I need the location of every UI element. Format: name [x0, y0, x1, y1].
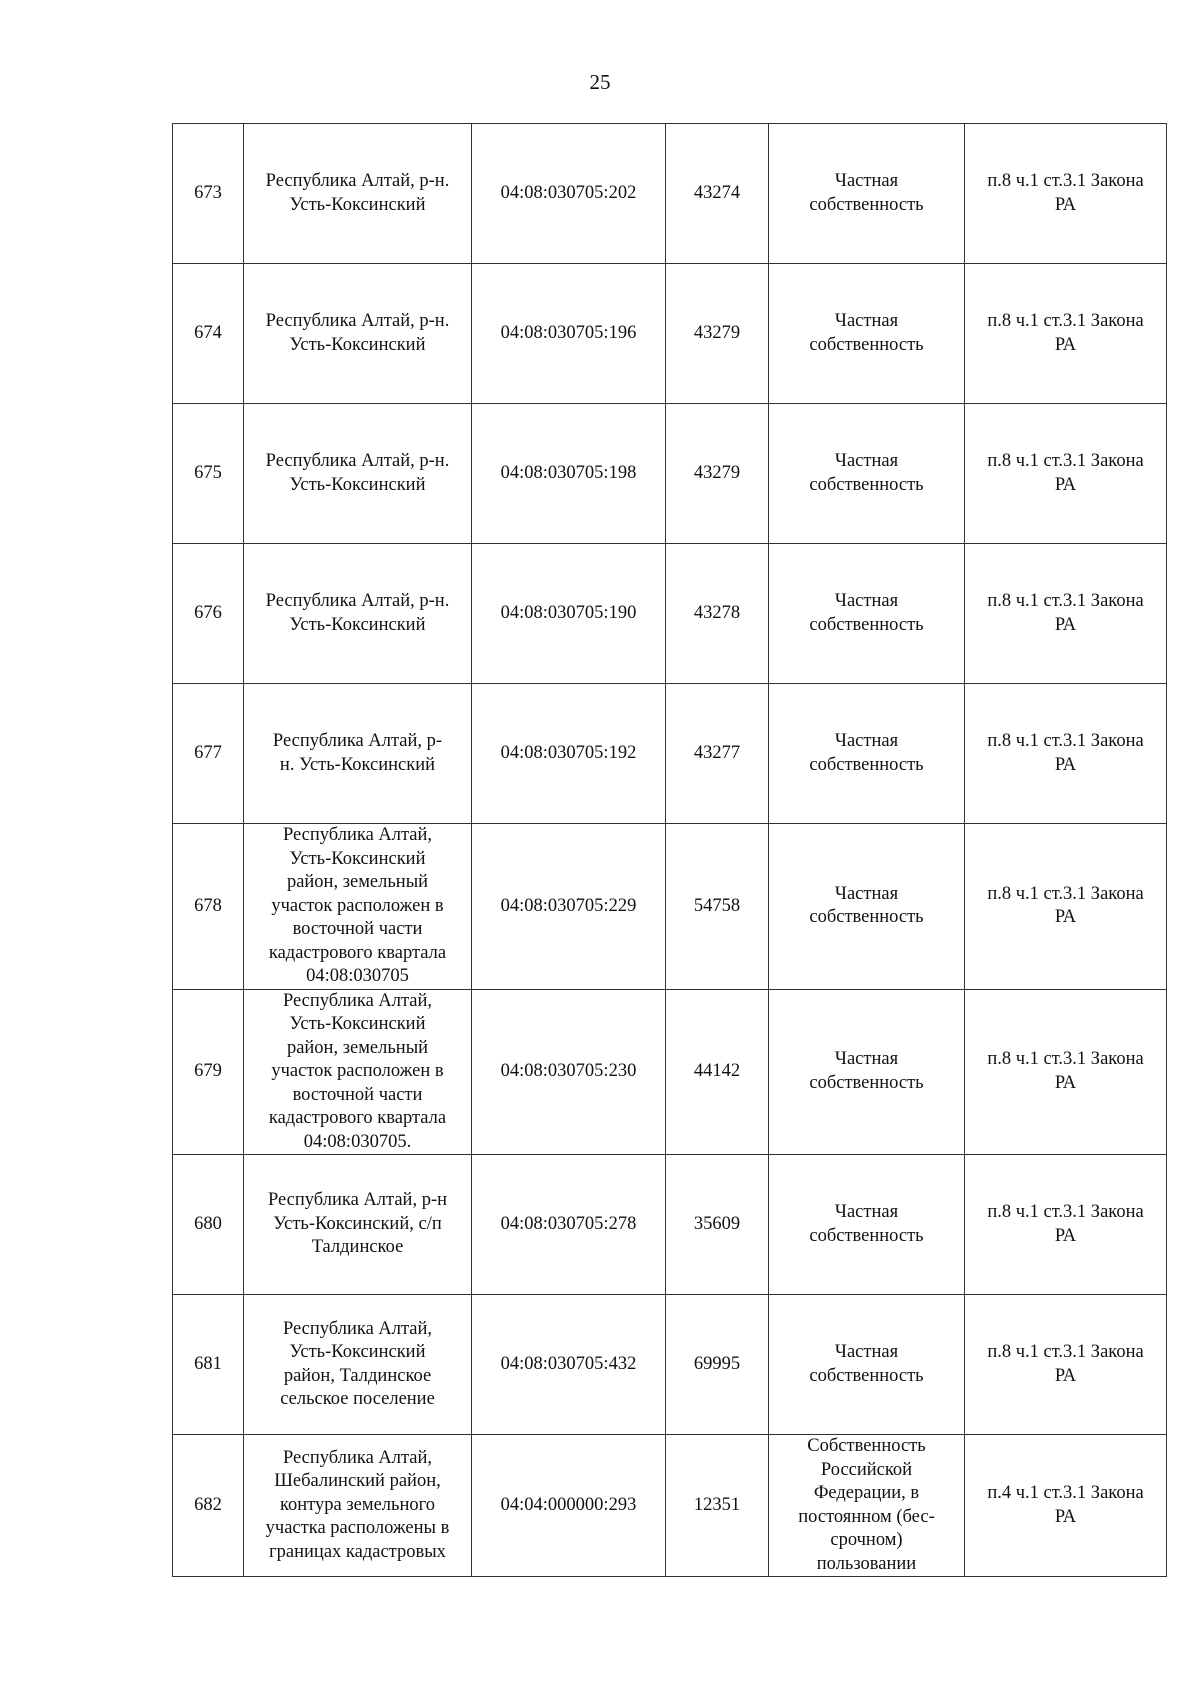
cadastral-number-cell: 04:08:030705:192: [472, 684, 666, 824]
ownership-cell: Частная собственность: [769, 1295, 965, 1435]
ownership-cell: Частная собственность: [769, 1155, 965, 1295]
area-cell: 69995: [666, 1295, 769, 1435]
row-number: 676: [173, 544, 244, 684]
address-cell: Республика Алтай, Шебалинский район, контура земельного участка расположены в границах кадастровых: [244, 1435, 472, 1577]
table-row: [173, 1435, 1167, 1577]
legal-basis-cell: п.8 ч.1 ст.3.1 Закона РА: [965, 404, 1167, 544]
table-row: [173, 264, 1167, 404]
address-cell: Республика Алтай, Усть-Коксинский район, земельный участок расположен в восточной части кадастрового квартала 04:08:030705.: [244, 989, 472, 1155]
ownership-cell: Частная собственность: [769, 404, 965, 544]
legal-basis-cell: п.8 ч.1 ст.3.1 Закона РА: [965, 1295, 1167, 1435]
area-cell: 12351: [666, 1435, 769, 1577]
cadastral-number-cell: 04:08:030705:229: [472, 824, 666, 990]
legal-basis-cell: п.8 ч.1 ст.3.1 Закона РА: [965, 544, 1167, 684]
ownership-cell: Частная собственность: [769, 124, 965, 264]
table-row: [173, 1155, 1167, 1295]
area-cell: 43274: [666, 124, 769, 264]
ownership-cell: Частная собственность: [769, 989, 965, 1155]
legal-basis-cell: п.8 ч.1 ст.3.1 Закона РА: [965, 1155, 1167, 1295]
cadastral-number-cell: 04:08:030705:198: [472, 404, 666, 544]
address-cell: Республика Алтай, р- н. Усть-Коксинский: [244, 684, 472, 824]
land-registry-table: [172, 123, 1167, 1577]
address-cell: Республика Алтай, р-н. Усть-Коксинский: [244, 404, 472, 544]
area-cell: 44142: [666, 989, 769, 1155]
address-cell: Республика Алтай, р-н. Усть-Коксинский: [244, 544, 472, 684]
table-row: [173, 1295, 1167, 1435]
cadastral-number-cell: 04:08:030705:196: [472, 264, 666, 404]
table-row: [173, 544, 1167, 684]
ownership-cell: Частная собственность: [769, 544, 965, 684]
row-number: 679: [173, 989, 244, 1155]
table-row: [173, 124, 1167, 264]
address-cell: Республика Алтай, р-н. Усть-Коксинский: [244, 264, 472, 404]
address-cell: Республика Алтай, Усть-Коксинский район, Талдинское сельское поселение: [244, 1295, 472, 1435]
table-row: [173, 989, 1167, 1155]
ownership-cell: Частная собственность: [769, 824, 965, 990]
cadastral-number-cell: 04:08:030705:432: [472, 1295, 666, 1435]
legal-basis-cell: п.8 ч.1 ст.3.1 Закона РА: [965, 684, 1167, 824]
ownership-cell: Собственность Российской Федерации, в постоянном (бес- срочном) пользовании: [769, 1435, 965, 1577]
row-number: 678: [173, 824, 244, 990]
legal-basis-cell: п.8 ч.1 ст.3.1 Закона РА: [965, 824, 1167, 990]
area-cell: 35609: [666, 1155, 769, 1295]
legal-basis-cell: п.8 ч.1 ст.3.1 Закона РА: [965, 124, 1167, 264]
table-row: [173, 824, 1167, 990]
ownership-cell: Частная собственность: [769, 684, 965, 824]
cadastral-number-cell: 04:08:030705:230: [472, 989, 666, 1155]
address-cell: Республика Алтай, Усть-Коксинский район, земельный участок расположен в восточной части кадастрового квартала 04:08:030705: [244, 824, 472, 990]
area-cell: 43278: [666, 544, 769, 684]
area-cell: 43277: [666, 684, 769, 824]
area-cell: 43279: [666, 404, 769, 544]
legal-basis-cell: п.4 ч.1 ст.3.1 Закона РА: [965, 1435, 1167, 1577]
row-number: 680: [173, 1155, 244, 1295]
row-number: 681: [173, 1295, 244, 1435]
cadastral-number-cell: 04:08:030705:202: [472, 124, 666, 264]
area-cell: 54758: [666, 824, 769, 990]
cadastral-number-cell: 04:08:030705:278: [472, 1155, 666, 1295]
row-number: 682: [173, 1435, 244, 1577]
row-number: 673: [173, 124, 244, 264]
cadastral-number-cell: 04:04:000000:293: [472, 1435, 666, 1577]
ownership-cell: Частная собственность: [769, 264, 965, 404]
page-number: 25: [589, 70, 611, 94]
address-cell: Республика Алтай, р-н. Усть-Коксинский: [244, 124, 472, 264]
legal-basis-cell: п.8 ч.1 ст.3.1 Закона РА: [965, 264, 1167, 404]
cadastral-number-cell: 04:08:030705:190: [472, 544, 666, 684]
row-number: 674: [173, 264, 244, 404]
address-cell: Республика Алтай, р-н Усть-Коксинский, с/п Талдинское: [244, 1155, 472, 1295]
row-number: 675: [173, 404, 244, 544]
legal-basis-cell: п.8 ч.1 ст.3.1 Закона РА: [965, 989, 1167, 1155]
area-cell: 43279: [666, 264, 769, 404]
row-number: 677: [173, 684, 244, 824]
table-row: [173, 404, 1167, 544]
table-row: [173, 684, 1167, 824]
